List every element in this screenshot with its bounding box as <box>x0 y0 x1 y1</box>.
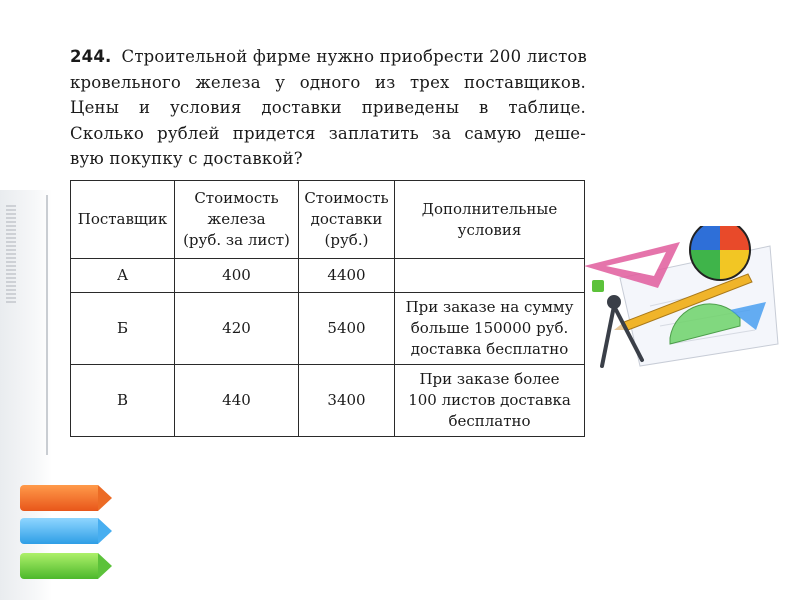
cell-conditions <box>395 259 585 293</box>
cell-supplier: Б <box>71 293 175 365</box>
cell-delivery-cost: 3400 <box>299 365 395 437</box>
side-vertical-text <box>6 205 16 305</box>
problem-line-3: Цены и условия доставки приведены в таблице. <box>70 98 586 117</box>
table-row <box>71 365 585 437</box>
cell-iron-cost: 400 <box>175 259 299 293</box>
cell-conditions: При заказе на сумму больше 150000 руб. доставка бесплатно <box>395 293 585 365</box>
header-supplier: Поставщик <box>71 181 175 259</box>
supplier-table <box>70 180 585 437</box>
cell-iron-cost: 420 <box>175 293 299 365</box>
table-row <box>71 259 585 293</box>
cell-supplier: В <box>71 365 175 437</box>
vertical-divider-line <box>46 195 48 455</box>
problem-line-5: вую покупку с доставкой? <box>70 149 303 168</box>
problem-line-2: кровельного железа у одного из трех поставщиков. <box>70 72 586 92</box>
cell-delivery-cost: 5400 <box>299 293 395 365</box>
problem-line-4: Сколько рублей придется заплатить за самую деше- <box>70 123 586 143</box>
header-iron-cost: Стоимость железа (руб. за лист) <box>175 181 299 259</box>
table-row <box>71 293 585 365</box>
cell-supplier: А <box>71 259 175 293</box>
problem-line-1: 244. Строительной фирме нужно приобрести 200 листов <box>70 47 588 66</box>
blue-ribbon-arrow-icon <box>20 518 98 544</box>
pie-chart-icon <box>690 226 750 280</box>
cell-delivery-cost: 4400 <box>299 259 395 293</box>
problem-number: 244. <box>70 47 112 66</box>
orange-ribbon-arrow-icon <box>20 485 98 511</box>
green-ribbon-arrow-icon <box>20 553 98 579</box>
problem-text <box>70 44 586 172</box>
geometry-tools-clipart-icon <box>580 226 780 396</box>
cell-conditions: При заказе более 100 листов доставка бесплатно <box>395 365 585 437</box>
cell-iron-cost: 440 <box>175 365 299 437</box>
header-conditions: Дополнительные условия <box>395 181 585 259</box>
header-delivery-cost: Стоимость доставки (руб.) <box>299 181 395 259</box>
table-header-row <box>71 181 585 259</box>
green-die-icon <box>592 280 604 292</box>
